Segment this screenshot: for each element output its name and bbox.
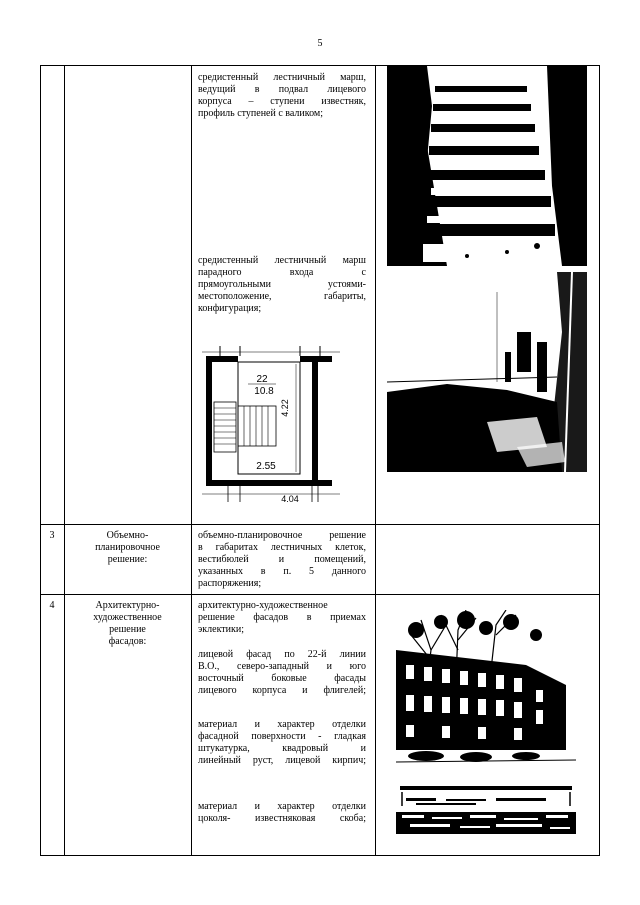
row-4-name: Архитектурно- художественное решение фасадов: (93, 600, 162, 647)
stair-main-description: средистенный лестничный марш парадного входа с прямоугольными устоями- местоположение, габариты, конфигурация; (198, 255, 366, 314)
plan-depth-label: 4.22 (280, 399, 290, 417)
row-4-paragraph-2: лицевой фасад по 22-й линии В.О., северо-западный и юго восточный боковые фасады лицевого корпуса и флигелей; (198, 649, 366, 696)
row-4-paragraph-1: архитектурно-художественное решение фасадов в приемах эклектики; (198, 600, 366, 635)
plan-room-label: 10.8 (254, 386, 274, 397)
stair-basement-description: средистенный лестничный марш, ведущий в подвал лицевого корпуса – ступени известняк, профиль ступеней с валиком; (198, 72, 366, 119)
row-3-text: объемно-планировочное решение в габаритах лестничных клеток, вестибюлей и помещений, указанных в п. 5 данного распоряжения; (198, 530, 366, 589)
photo-building-facade (396, 610, 576, 768)
row-4-paragraph-4: материал и характер отделки цоколя- известняковая скоба; (198, 801, 366, 824)
row-3-number: 3 (49, 530, 55, 541)
plan-outer-width-label: 4.04 (281, 494, 299, 504)
photo-main-entrance-staircase (387, 272, 587, 472)
photo-plinth-detail (396, 784, 576, 834)
row-4-number: 4 (49, 600, 55, 611)
row-4-paragraph-3: материал и характер отделки фасадной поверхности - гладкая штукатурка, квадровый и линейный руст, лицевой кирпич; (198, 719, 366, 766)
row-3-name: Объемно- планировочное решение: (95, 530, 160, 565)
photo-basement-staircase (387, 66, 587, 266)
stair-floor-plan (200, 342, 346, 504)
page-number: 5 (317, 38, 323, 49)
plan-inner-width-label: 2.55 (256, 461, 276, 472)
plan-area-label: 22 (256, 374, 268, 385)
